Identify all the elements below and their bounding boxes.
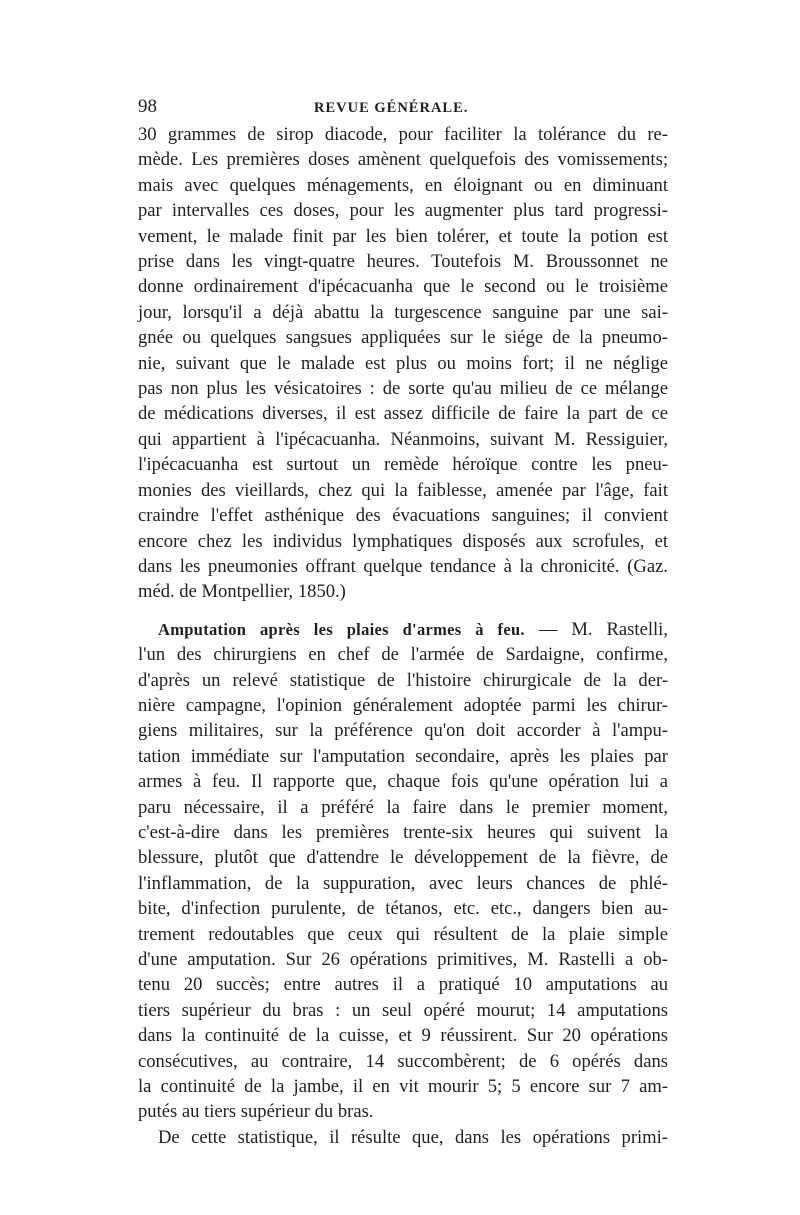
text-line: prise dans les vingt-quatre heures. Toutefois M. Broussonnet ne (138, 251, 668, 273)
text-line: qui appartient à l'ipécacuanha. Néanmoins, suivant M. Ressiguier, (138, 428, 668, 450)
text-line: tiers supérieur du bras : un seul opéré mourut; 14 amputations (138, 999, 668, 1021)
text-line: putés au tiers supérieur du bras. (138, 1101, 374, 1123)
first-line-rest: — M. Rastelli, (538, 618, 668, 640)
text-line: nière campagne, l'opinion généralement adoptée parmi les chirur- (138, 694, 668, 716)
section-rubric: Amputation après les plaies d'armes à feu. (158, 619, 525, 639)
text-line: trement redoutables que ceux qui résultent de la plaie simple (138, 923, 668, 945)
paragraph-amputation (138, 617, 668, 1125)
text-line: mais avec quelques ménagements, en éloignant ou en diminuant (138, 174, 668, 196)
page-number: 98 (138, 96, 157, 117)
text-line: monies des vieillards, chez qui la faiblesse, amenée par l'âge, fait (138, 479, 668, 501)
text-line: par intervalles ces doses, pour les augmenter plus tard progressi- (138, 200, 668, 222)
text-line: vement, le malade finit par les bien tolérer, et toute la potion est (138, 225, 668, 247)
text-line: jour, lorsqu'il a déjà abattu la turgescence sanguine par une sai- (138, 301, 668, 323)
text-line: pas non plus les vésicatoires : de sorte qu'au milieu de ce mélange (138, 378, 668, 400)
text-line: la continuité de la jambe, il en vit mourir 5; 5 encore sur 7 am- (138, 1076, 668, 1098)
text-line: blessure, plutôt que d'attendre le développement de la fièvre, de (138, 847, 668, 869)
paragraph-first-line (138, 617, 668, 642)
text-line: c'est-à-dire dans les premières trente-six heures qui suivent la (138, 821, 668, 843)
text-line: bite, d'infection purulente, de tétanos, etc. etc., dangers bien au- (138, 898, 668, 920)
text-line: encore chez les individus lymphatiques disposés aux scrofules, et (138, 530, 668, 552)
text-line: tation immédiate sur l'amputation secondaire, après les plaies par (138, 745, 668, 767)
text-line: 30 grammes de sirop diacode, pour faciliter la tolérance du re- (138, 124, 668, 145)
text-line: De cette statistique, il résulte que, dans les opérations primi- (158, 1126, 668, 1148)
paragraph-lines (138, 642, 668, 1125)
document-page (138, 96, 668, 1150)
text-line: de médications diverses, il est assez difficile de faire la part de ce (138, 403, 668, 425)
text-line: méd. de Montpellier, 1850.) (138, 581, 346, 603)
text-line: giens militaires, sur la préférence qu'on doit accorder à l'ampu- (138, 720, 668, 742)
text-line: d'après un relevé statistique de l'histoire chirurgicale de la der- (138, 669, 668, 691)
text-line: craindre l'effet asthénique des évacuations sanguines; il convient (138, 505, 668, 527)
running-header (138, 96, 668, 122)
text-line: mède. Les premières doses amènent quelquefois des vomissements; (138, 149, 668, 171)
paragraph-conclusion (138, 1125, 668, 1150)
text-line: l'un des chirurgiens en chef de l'armée de Sardaigne, confirme, (138, 644, 668, 666)
text-line: gnée ou quelques sangsues appliquées sur le siége de la pneumo- (138, 327, 668, 349)
paragraph-ipecacuanha (138, 122, 668, 605)
text-line: donne ordinairement d'ipécacuanha que le second ou le troisième (138, 276, 668, 298)
running-title: REVUE GÉNÉRALE. (314, 100, 469, 116)
text-line: l'ipécacuanha est surtout un remède héroïque contre les pneu- (138, 454, 668, 476)
text-line: nie, suivant que le malade est plus ou moins fort; il ne néglige (138, 352, 668, 374)
text-line: consécutives, au contraire, 14 succombèrent; de 6 opérés dans (138, 1050, 668, 1072)
text-line: dans la continuité de la cuisse, et 9 réussirent. Sur 20 opérations (138, 1025, 668, 1047)
text-line: l'inflammation, de la suppuration, avec leurs chances de phlé- (138, 872, 668, 894)
text-line: tenu 20 succès; entre autres il a pratiqué 10 amputations au (138, 974, 668, 996)
text-line: armes à feu. Il rapporte que, chaque fois qu'une opération lui a (138, 771, 668, 793)
text-line: d'une amputation. Sur 26 opérations primitives, M. Rastelli a ob- (138, 949, 668, 970)
text-line: dans les pneumonies offrant quelque tendance à la chronicité. (Gaz. (138, 555, 668, 577)
text-line: paru nécessaire, il a préféré la faire dans le premier moment, (138, 796, 668, 818)
